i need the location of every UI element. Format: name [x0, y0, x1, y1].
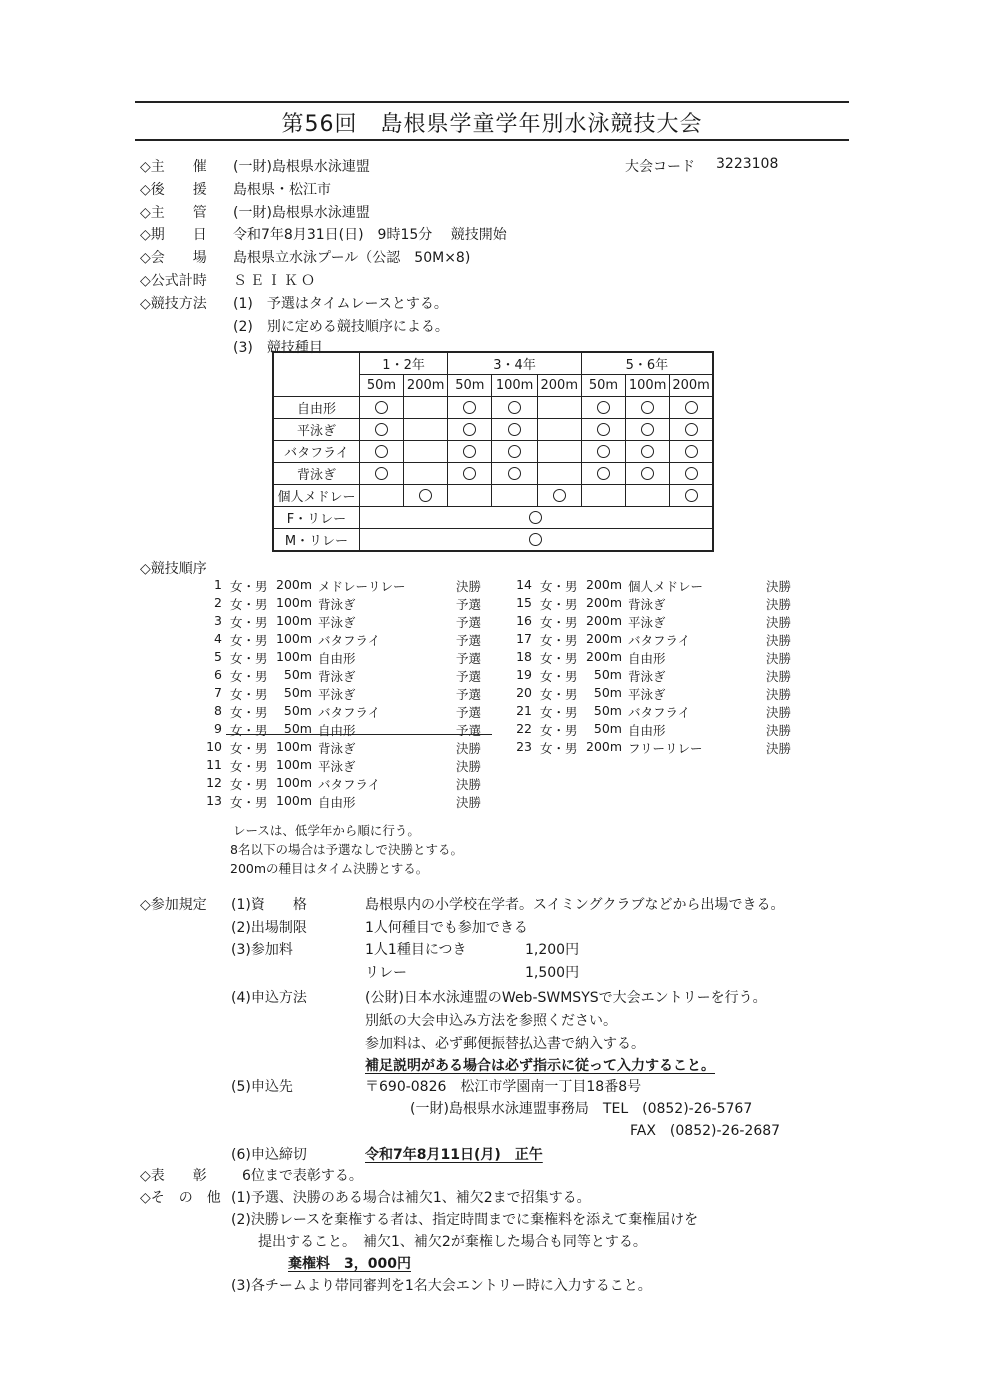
- order-event: 平泳ぎ: [628, 687, 666, 702]
- order-event: 自由形: [628, 723, 666, 738]
- event-cell: [359, 463, 403, 485]
- fee-label: (3)参加料: [231, 942, 293, 958]
- group-header: 1・2年: [359, 352, 447, 375]
- apply-2: 別紙の大会申込み方法を参照ください。: [365, 1013, 617, 1029]
- code-label: 大会コード: [625, 159, 695, 175]
- events-table: [272, 351, 714, 552]
- order-sex: 女・男: [230, 669, 268, 684]
- event-name: 背泳ぎ: [273, 463, 359, 485]
- event-cell: [626, 397, 670, 419]
- order-dist: 200m: [586, 739, 623, 754]
- event-cell: [404, 485, 448, 507]
- order-no: 23: [516, 739, 532, 754]
- order-dist: 200m: [276, 577, 313, 592]
- order-type: 決勝: [766, 597, 792, 612]
- order-sex: 女・男: [540, 723, 578, 738]
- meta-label-organizer: ◇主 催: [140, 159, 207, 175]
- event-cell: [670, 441, 713, 463]
- event-cell: [492, 463, 537, 485]
- order-sex: 女・男: [230, 759, 268, 774]
- order-no: 17: [516, 631, 532, 646]
- event-cell: [626, 485, 670, 507]
- event-cell: [626, 463, 670, 485]
- circle-mark-icon: [508, 401, 521, 414]
- circle-mark-icon: [641, 445, 654, 458]
- event-cell: [492, 485, 537, 507]
- order-no: 4: [214, 631, 222, 646]
- order-type: 決勝: [766, 633, 792, 648]
- distance-header: 200m: [670, 375, 713, 397]
- fee1-name: 1人1種目につき: [365, 942, 467, 958]
- order-type: 決勝: [766, 687, 792, 702]
- order-dist: 200m: [586, 595, 623, 610]
- event-cell: [537, 419, 581, 441]
- relay-mark: [359, 529, 713, 552]
- order-dist: 50m: [283, 703, 312, 718]
- meta-value-date: 令和7年8月31日(日) 9時15分 競技開始: [233, 227, 507, 243]
- meta-label-support: ◇後 援: [140, 182, 207, 198]
- order-event: 自由形: [318, 795, 356, 810]
- order-event: 平泳ぎ: [318, 615, 356, 630]
- event-cell: [581, 441, 625, 463]
- order-dist: 100m: [276, 739, 313, 754]
- distance-header: 200m: [404, 375, 448, 397]
- order-no: 16: [516, 613, 532, 628]
- circle-mark-icon: [597, 423, 610, 436]
- event-cell: [404, 419, 448, 441]
- order-type: 決勝: [456, 759, 482, 774]
- order-sex: 女・男: [540, 651, 578, 666]
- circle-mark-icon: [685, 423, 698, 436]
- order-sex: 女・男: [540, 597, 578, 612]
- event-cell: [581, 485, 625, 507]
- order-sex: 女・男: [540, 741, 578, 756]
- event-name: 個人メドレー: [273, 485, 359, 507]
- order-dist: 100m: [276, 595, 313, 610]
- distance-header: 50m: [581, 375, 625, 397]
- page-title: 第56回 島根県学童学年別水泳競技大会: [281, 112, 703, 137]
- order-sex: 女・男: [540, 615, 578, 630]
- order-sex: 女・男: [230, 723, 268, 738]
- event-cell: [448, 397, 492, 419]
- order-sex: 女・男: [540, 669, 578, 684]
- event-cell: [581, 463, 625, 485]
- distance-header: 100m: [626, 375, 670, 397]
- circle-mark-icon: [463, 445, 476, 458]
- apply-label: (4)申込方法: [231, 990, 307, 1006]
- order-no: 12: [206, 775, 222, 790]
- order-dist: 200m: [586, 649, 623, 664]
- order-sex: 女・男: [230, 615, 268, 630]
- order-no: 5: [214, 649, 222, 664]
- order-dist: 50m: [593, 721, 622, 736]
- order-no: 10: [206, 739, 222, 754]
- apply-4: 補足説明がある場合は必ず指示に従って入力すること。: [365, 1058, 715, 1074]
- order-dist: 100m: [276, 757, 313, 772]
- award-label: ◇表 彰: [140, 1168, 207, 1184]
- fee2-name: リレー: [365, 965, 407, 981]
- event-cell: [670, 397, 713, 419]
- order-event: 平泳ぎ: [318, 687, 356, 702]
- order-dist: 200m: [586, 577, 623, 592]
- order-no: 9: [214, 721, 222, 736]
- event-cell: [448, 463, 492, 485]
- event-name: バタフライ: [273, 441, 359, 463]
- event-cell: [359, 485, 403, 507]
- order-event: バタフライ: [318, 777, 381, 792]
- order-no: 15: [516, 595, 532, 610]
- other-2b: 提出すること。 補欠1、補欠2が棄権した場合も同等とする。: [258, 1234, 647, 1250]
- event-cell: [626, 441, 670, 463]
- order-type: 決勝: [766, 669, 792, 684]
- order-type: 決勝: [766, 723, 792, 738]
- order-type: 決勝: [766, 651, 792, 666]
- order-sex: 女・男: [230, 597, 268, 612]
- order-event: フリーリレー: [628, 741, 703, 756]
- order-dist: 50m: [283, 667, 312, 682]
- apply-3: 参加料は、必ず郵便振替払込書で納入する。: [365, 1036, 645, 1052]
- group-header: 3・4年: [448, 352, 582, 375]
- order-dist: 50m: [283, 721, 312, 736]
- order-label: ◇競技順序: [140, 561, 207, 577]
- order-event: 背泳ぎ: [318, 669, 356, 684]
- limit-text: 1人何種目でも参加できる: [365, 920, 528, 936]
- meta-label-management: ◇主 管: [140, 205, 207, 221]
- order-type: 決勝: [456, 777, 482, 792]
- order-sex: 女・男: [540, 579, 578, 594]
- deadline-text: 令和7年8月11日(月) 正午: [365, 1147, 543, 1163]
- order-no: 19: [516, 667, 532, 682]
- order-sex: 女・男: [230, 579, 268, 594]
- event-cell: [448, 485, 492, 507]
- circle-mark-icon: [685, 445, 698, 458]
- event-cell: [581, 397, 625, 419]
- order-no: 11: [206, 757, 222, 772]
- order-dist: 100m: [276, 613, 313, 628]
- other-2c: 棄権料 3，000円: [288, 1256, 411, 1272]
- order-no: 1: [214, 577, 222, 592]
- event-cell: [359, 397, 403, 419]
- order-dist: 100m: [276, 775, 313, 790]
- event-cell: [448, 441, 492, 463]
- meta-value-venue: 島根県立水泳プール（公認 50M×8): [233, 250, 471, 266]
- order-no: 7: [214, 685, 222, 700]
- qual-label: (1)資 格: [231, 897, 307, 913]
- order-type: 決勝: [456, 741, 482, 756]
- event-cell: [492, 397, 537, 419]
- order-event: 背泳ぎ: [318, 741, 356, 756]
- event-row: [273, 419, 713, 441]
- order-type: 決勝: [456, 795, 482, 810]
- circle-mark-icon: [641, 401, 654, 414]
- distance-header: 50m: [448, 375, 492, 397]
- order-dist: 50m: [283, 685, 312, 700]
- circle-mark-icon: [508, 423, 521, 436]
- order-event: 自由形: [318, 651, 356, 666]
- event-name: 平泳ぎ: [273, 419, 359, 441]
- order-event: メドレーリレー: [318, 579, 406, 594]
- order-no: 22: [516, 721, 532, 736]
- circle-mark-icon: [641, 423, 654, 436]
- circle-mark-icon: [419, 489, 432, 502]
- separator-line: [226, 734, 492, 735]
- dest-1: 〒690-0826 松江市学園南一丁目18番8号: [365, 1079, 642, 1095]
- other-2a: (2)決勝レースを棄権する者は、指定時間までに棄権料を添えて棄権届けを: [231, 1212, 699, 1228]
- relay-name: M・リレー: [273, 529, 359, 552]
- event-cell: [359, 441, 403, 463]
- method-1: (1) 予選はタイムレースとする。: [233, 296, 448, 312]
- order-sex: 女・男: [230, 633, 268, 648]
- order-no: 18: [516, 649, 532, 664]
- order-type: 予選: [456, 597, 482, 612]
- order-no: 3: [214, 613, 222, 628]
- other-1: (1)予選、決勝のある場合は補欠1、補欠2まで招集する。: [231, 1190, 591, 1206]
- order-event: 背泳ぎ: [318, 597, 356, 612]
- order-event: 平泳ぎ: [318, 759, 356, 774]
- circle-mark-icon: [529, 511, 542, 524]
- distance-header: 100m: [492, 375, 537, 397]
- circle-mark-icon: [375, 445, 388, 458]
- dest-3: FAX (0852)-26-2687: [630, 1123, 781, 1139]
- event-cell: [404, 463, 448, 485]
- relay-name: F・リレー: [273, 507, 359, 529]
- fee1-value: 1,200円: [525, 942, 580, 958]
- event-cell: [537, 485, 581, 507]
- circle-mark-icon: [463, 401, 476, 414]
- order-sex: 女・男: [540, 687, 578, 702]
- circle-mark-icon: [641, 467, 654, 480]
- order-sex: 女・男: [540, 633, 578, 648]
- event-row: [273, 485, 713, 507]
- meta-label-method: ◇競技方法: [140, 296, 207, 312]
- method-3: (3) 競技種目: [233, 340, 323, 356]
- code-value: 3223108: [716, 156, 779, 172]
- event-cell: [670, 419, 713, 441]
- order-no: 6: [214, 667, 222, 682]
- order-event: 個人メドレー: [628, 579, 704, 594]
- event-cell: [670, 485, 713, 507]
- order-event: 自由形: [628, 651, 666, 666]
- order-dist: 100m: [276, 631, 313, 646]
- rules-label: ◇参加規定: [140, 897, 207, 913]
- order-type: 予選: [456, 705, 482, 720]
- order-event: 平泳ぎ: [628, 615, 666, 630]
- meta-value-support: 島根県・松江市: [233, 182, 331, 198]
- event-cell: [537, 441, 581, 463]
- event-cell: [537, 463, 581, 485]
- order-event: バタフライ: [318, 633, 381, 648]
- circle-mark-icon: [375, 423, 388, 436]
- circle-mark-icon: [508, 467, 521, 480]
- circle-mark-icon: [597, 445, 610, 458]
- order-type: 予選: [456, 687, 482, 702]
- circle-mark-icon: [685, 489, 698, 502]
- order-dist: 50m: [593, 667, 622, 682]
- order-type: 予選: [456, 633, 482, 648]
- order-no: 8: [214, 703, 222, 718]
- order-sex: 女・男: [230, 705, 268, 720]
- event-cell: [404, 397, 448, 419]
- qual-text: 島根県内の小学校在学者。スイミングクラブなどから出場できる。: [365, 897, 785, 913]
- order-no: 21: [516, 703, 532, 718]
- order-no: 20: [516, 685, 532, 700]
- order-type: 予選: [456, 723, 482, 738]
- circle-mark-icon: [553, 489, 566, 502]
- order-type: 決勝: [766, 705, 792, 720]
- table-corner: [273, 352, 359, 397]
- order-sex: 女・男: [230, 795, 268, 810]
- relay-mark: [359, 507, 713, 529]
- order-sex: 女・男: [230, 651, 268, 666]
- order-type: 決勝: [456, 579, 482, 594]
- award-text: 6位まで表彰する。: [242, 1168, 363, 1184]
- meta-value-timing: ＳＥＩＫＯ: [233, 273, 318, 289]
- order-sex: 女・男: [230, 741, 268, 756]
- distance-header: 50m: [359, 375, 403, 397]
- circle-mark-icon: [597, 401, 610, 414]
- event-row: [273, 397, 713, 419]
- event-cell: [670, 463, 713, 485]
- order-dist: 200m: [586, 631, 623, 646]
- order-sex: 女・男: [540, 705, 578, 720]
- circle-mark-icon: [463, 423, 476, 436]
- order-dist: 100m: [276, 649, 313, 664]
- event-cell: [404, 441, 448, 463]
- order-type: 決勝: [766, 579, 792, 594]
- order-event: 自由形: [318, 723, 356, 738]
- order-type: 予選: [456, 651, 482, 666]
- circle-mark-icon: [597, 467, 610, 480]
- order-type: 決勝: [766, 615, 792, 630]
- event-cell: [448, 419, 492, 441]
- event-cell: [492, 419, 537, 441]
- other-3: (3)各チームより帯同審判を1名大会エントリー時に入力すること。: [231, 1278, 652, 1294]
- note-1: レースは、低学年から順に行う。: [233, 823, 420, 838]
- event-cell: [359, 419, 403, 441]
- order-sex: 女・男: [230, 777, 268, 792]
- circle-mark-icon: [463, 467, 476, 480]
- circle-mark-icon: [685, 467, 698, 480]
- dest-2: (一財)島根県水泳連盟事務局 TEL (0852)-26-5767: [410, 1101, 753, 1117]
- order-type: 予選: [456, 615, 482, 630]
- event-cell: [537, 397, 581, 419]
- event-cell: [626, 419, 670, 441]
- order-dist: 50m: [593, 703, 622, 718]
- order-type: 決勝: [766, 741, 792, 756]
- meta-label-date: ◇期 日: [140, 227, 207, 243]
- order-dist: 50m: [593, 685, 622, 700]
- dest-label: (5)申込先: [231, 1079, 293, 1095]
- order-event: バタフライ: [318, 705, 381, 720]
- event-row: [273, 463, 713, 485]
- order-no: 2: [214, 595, 222, 610]
- order-dist: 200m: [586, 613, 623, 628]
- other-label: ◇そ の 他: [140, 1190, 221, 1206]
- meta-label-venue: ◇会 場: [140, 250, 207, 266]
- circle-mark-icon: [529, 533, 542, 546]
- circle-mark-icon: [375, 467, 388, 480]
- method-2: (2) 別に定める競技順序による。: [233, 319, 449, 335]
- order-no: 14: [516, 577, 532, 592]
- order-no: 13: [206, 793, 222, 808]
- limit-label: (2)出場制限: [231, 920, 307, 936]
- event-name: 自由形: [273, 397, 359, 419]
- meta-value-management: (一財)島根県水泳連盟: [233, 205, 370, 221]
- circle-mark-icon: [375, 401, 388, 414]
- meta-value-organizer: (一財)島根県水泳連盟: [233, 159, 370, 175]
- order-event: バタフライ: [628, 633, 691, 648]
- deadline-label: (6)申込締切: [231, 1147, 307, 1163]
- order-event: バタフライ: [628, 705, 691, 720]
- circle-mark-icon: [685, 401, 698, 414]
- fee2-value: 1,500円: [525, 965, 580, 981]
- order-event: 背泳ぎ: [628, 597, 666, 612]
- order-event: 背泳ぎ: [628, 669, 666, 684]
- title-box: [135, 101, 849, 141]
- apply-1: (公財)日本水泳連盟のWeb-SWMSYSで大会エントリーを行う。: [365, 990, 767, 1006]
- order-sex: 女・男: [230, 687, 268, 702]
- order-type: 予選: [456, 669, 482, 684]
- event-cell: [581, 419, 625, 441]
- note-3: 200mの種目はタイム決勝とする。: [230, 861, 429, 876]
- group-header: 5・6年: [581, 352, 713, 375]
- distance-header: 200m: [537, 375, 581, 397]
- event-row: [273, 441, 713, 463]
- meta-label-timing: ◇公式計時: [140, 273, 207, 289]
- circle-mark-icon: [508, 445, 521, 458]
- note-2: 8名以下の場合は予選なしで決勝とする。: [230, 842, 463, 857]
- order-dist: 100m: [276, 793, 313, 808]
- event-cell: [492, 441, 537, 463]
